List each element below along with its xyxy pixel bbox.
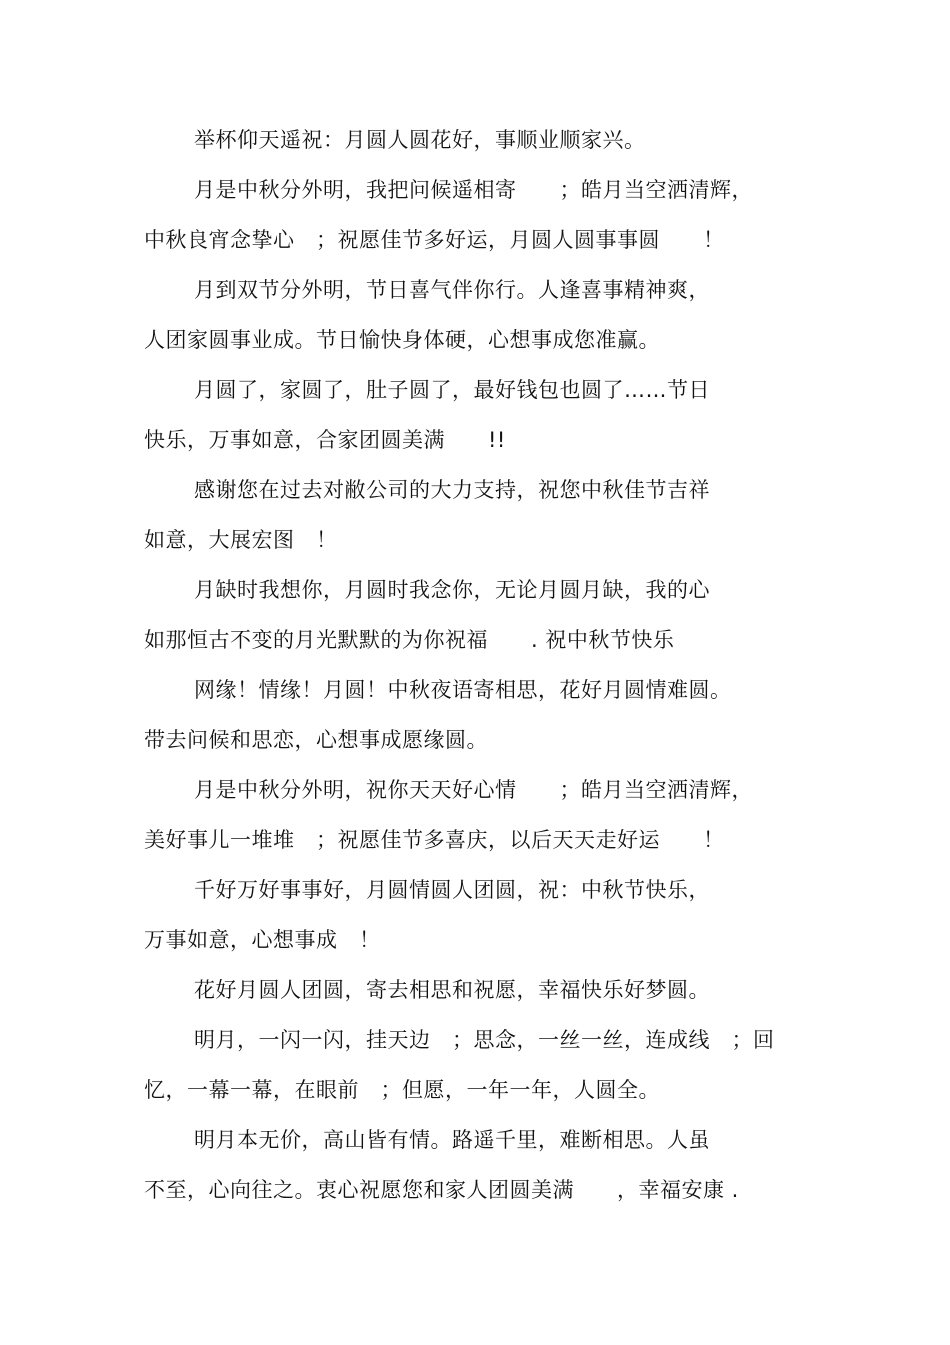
text-line: 月是中秋分外明，我把问候遥相寄 ；皓月当空洒清辉， — [194, 178, 753, 202]
text-line: 明月，一闪一闪，挂天边 ；思念，一丝一丝，连成线 ；回 — [194, 1028, 775, 1052]
text-line: 美好事儿一堆堆 ；祝愿佳节多喜庆，以后天天走好运 ！ — [144, 828, 725, 852]
text-line: 带去问候和思恋，心想事成愿缘圆。 — [144, 728, 488, 752]
text-line: 快乐，万事如意，合家团圆美满 !! — [144, 428, 506, 452]
text-line: 中秋良宵念挚心 ；祝愿佳节多好运，月圆人圆事事圆 ！ — [144, 228, 725, 252]
text-line: 月缺时我想你，月圆时我念你，无论月圆月缺，我的心 — [194, 578, 710, 602]
text-line: 不至，心向往之。衷心祝愿您和家人团圆美满 ，幸福安康 . — [144, 1178, 739, 1202]
text-line: 月是中秋分外明，祝你天天好心情 ；皓月当空洒清辉， — [194, 778, 753, 802]
text-line: 举杯仰天遥祝：月圆人圆花好，事顺业顺家兴。 — [194, 128, 646, 152]
text-line: 明月本无价，高山皆有情。路遥千里，难断相思。人虽 — [194, 1128, 710, 1152]
text-line: 月圆了，家圆了，肚子圆了，最好钱包也圆了……节日 — [194, 378, 710, 402]
text-line: 月到双节分外明，节日喜气伴你行。人逢喜事精神爽， — [194, 278, 710, 302]
text-line: 如意，大展宏图 ！ — [144, 528, 338, 552]
text-line: 人团家圆事业成。节日愉快身体硬，心想事成您准赢。 — [144, 328, 660, 352]
text-line: 忆，一幕一幕，在眼前 ；但愿，一年一年，人圆全。 — [144, 1078, 660, 1102]
text-line: 网缘！情缘！月圆！中秋夜语寄相思，花好月圆情难圆。 — [194, 678, 732, 702]
text-line: 千好万好事事好，月圆情圆人团圆，祝：中秋节快乐， — [194, 878, 710, 902]
text-line: 万事如意，心想事成 ！ — [144, 928, 381, 952]
text-line: 如那恒古不变的月光默默的为你祝福 . 祝中秋节快乐 — [144, 628, 675, 652]
text-line: 感谢您在过去对敝公司的大力支持，祝您中秋佳节吉祥 — [194, 478, 710, 502]
text-line: 花好月圆人团圆，寄去相思和祝愿，幸福快乐好梦圆。 — [194, 978, 710, 1002]
